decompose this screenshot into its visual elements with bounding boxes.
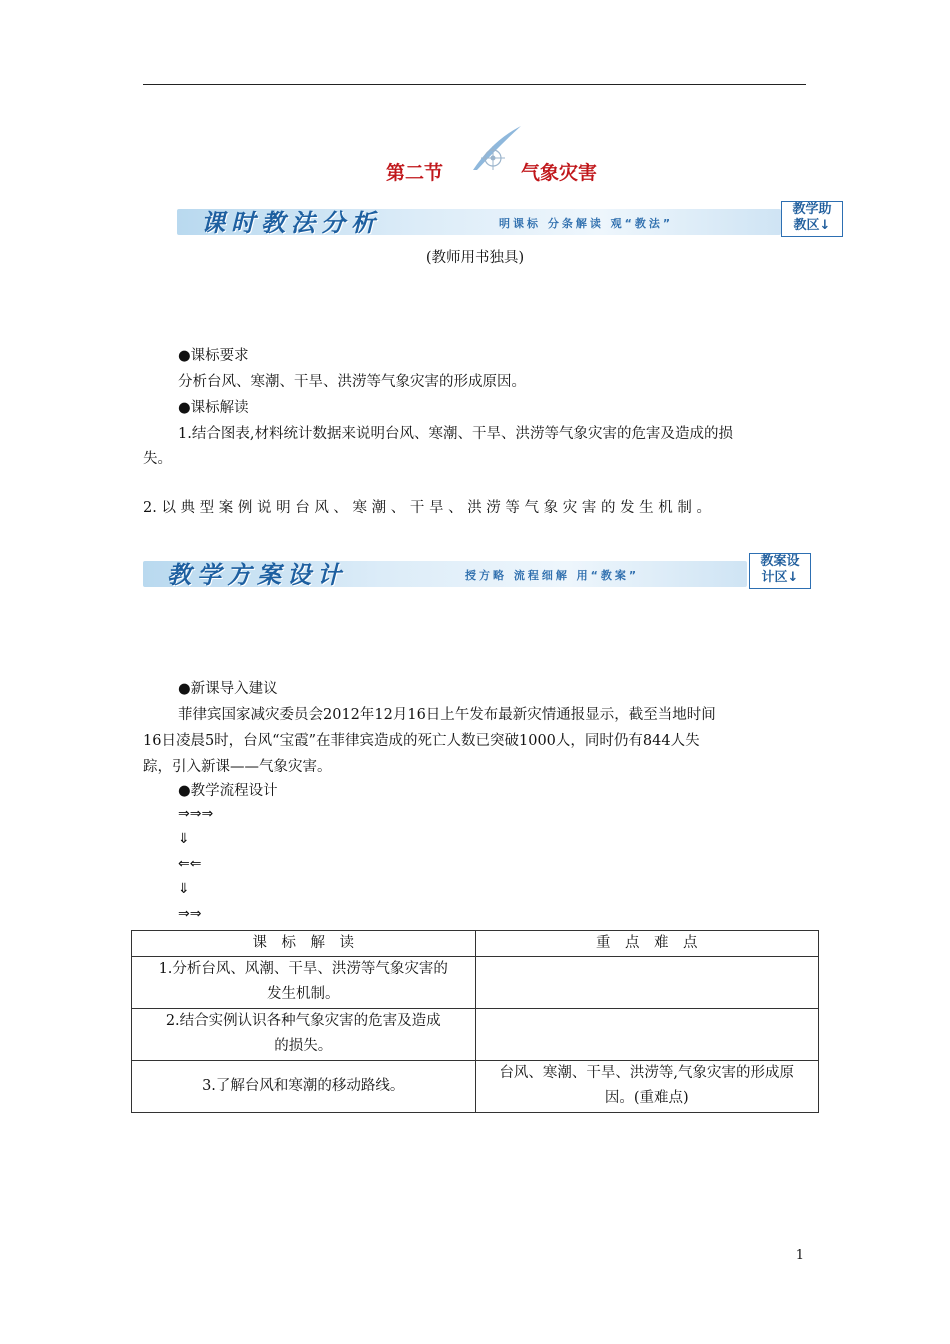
banner-subtitle: 明课标 分条解读 观“教法”	[499, 217, 674, 230]
table-cell	[475, 1009, 819, 1061]
teaching-help-area-link[interactable]	[781, 201, 843, 237]
heading-standard-requirement: ●课标要求	[178, 348, 249, 364]
banner-subtitle: 授方略 流程细解 用“教案”	[465, 569, 640, 582]
interpretation-item-1-cont: 失。	[143, 451, 172, 467]
interpretation-item-2: 2. 以 典 型 案 例 说 明 台 风 、 寒 潮 、 干 旱 、 洪 涝 等 气 象 灾 害 的 发 生 机 制 。	[143, 500, 711, 516]
cell-line: 台风、寒潮、干旱、洪涝等,气象灾害的形成原	[499, 1065, 795, 1081]
header-rule	[143, 84, 806, 85]
heading-standard-interpretation: ●课标解读	[178, 400, 249, 416]
box-line2: 教区↓	[793, 218, 831, 233]
cell-line: 3.了解台风和寒潮的移动路线。	[202, 1078, 405, 1094]
header-key-difficulties: 重 点 难 点	[475, 931, 819, 957]
heading-lesson-intro: ●新课导入建议	[178, 681, 278, 697]
objectives-table	[131, 930, 819, 1113]
interpretation-item-1: 1.结合图表,材料统计数据来说明台风、寒潮、干旱、洪涝等气象灾害的危害及造成的损	[178, 426, 733, 442]
table-header-row	[132, 931, 819, 957]
cell-line: 发生机制。	[267, 986, 340, 1002]
table-cell	[475, 957, 819, 1009]
lesson-design-area-link[interactable]	[749, 553, 811, 589]
table-row	[132, 957, 819, 1009]
lesson-intro-text-3: 踪，引入新课——气象灾害。	[143, 759, 332, 775]
section-title	[0, 126, 950, 186]
flow-arrows-3: ⇐⇐	[178, 856, 202, 872]
lesson-intro-text: 菲律宾国家减灾委员会2012年12月16日上午发布最新灾情通报显示，截至当地时间	[178, 707, 716, 723]
cell-line: 1.分析台风、风潮、干旱、洪涝等气象灾害的	[158, 961, 448, 977]
section-number: 第二节	[386, 162, 444, 184]
section-name: 气象灾害	[521, 162, 598, 184]
banner-heading: 课时教法分析	[201, 209, 381, 237]
flow-arrows-4: ⇓	[178, 881, 190, 897]
page-number: 1	[795, 1248, 804, 1263]
flow-arrows-5: ⇒⇒	[178, 906, 202, 922]
table-row	[132, 1061, 819, 1113]
box-line1: 教学助	[792, 202, 832, 217]
table-cell	[132, 957, 476, 1009]
crosshair-swoosh-icon	[463, 126, 523, 174]
box-line1: 教案设	[760, 554, 800, 569]
table-cell	[132, 1061, 476, 1113]
banner-heading: 教学方案设计	[167, 561, 347, 589]
cell-line: 因。(重难点)	[604, 1090, 689, 1106]
banner-teaching-analysis	[177, 201, 845, 237]
standard-requirement-text: 分析台风、寒潮、干旱、洪涝等气象灾害的形成原因。	[178, 374, 526, 390]
cell-line: 2.结合实例认识各种气象灾害的危害及造成	[165, 1013, 441, 1029]
box-line2: 计区↓	[761, 570, 799, 585]
banner-lesson-design	[143, 553, 815, 589]
lesson-intro-text-2: 16日凌晨5时，台风“宝霞”在菲律宾造成的死亡人数已突破1000人，同时仍有844人失	[143, 733, 700, 749]
cell-line: 的损失。	[274, 1038, 333, 1054]
flow-arrows-2: ⇓	[178, 831, 190, 847]
header-standard-interpretation: 课 标 解 读	[132, 931, 476, 957]
flow-arrows-1: ⇒⇒⇒	[178, 806, 214, 822]
teacher-note: (教师用书独具)	[425, 250, 525, 266]
table-cell	[475, 1061, 819, 1113]
heading-lesson-flow: ●教学流程设计	[178, 783, 278, 799]
table-cell	[132, 1009, 476, 1061]
table-row	[132, 1009, 819, 1061]
